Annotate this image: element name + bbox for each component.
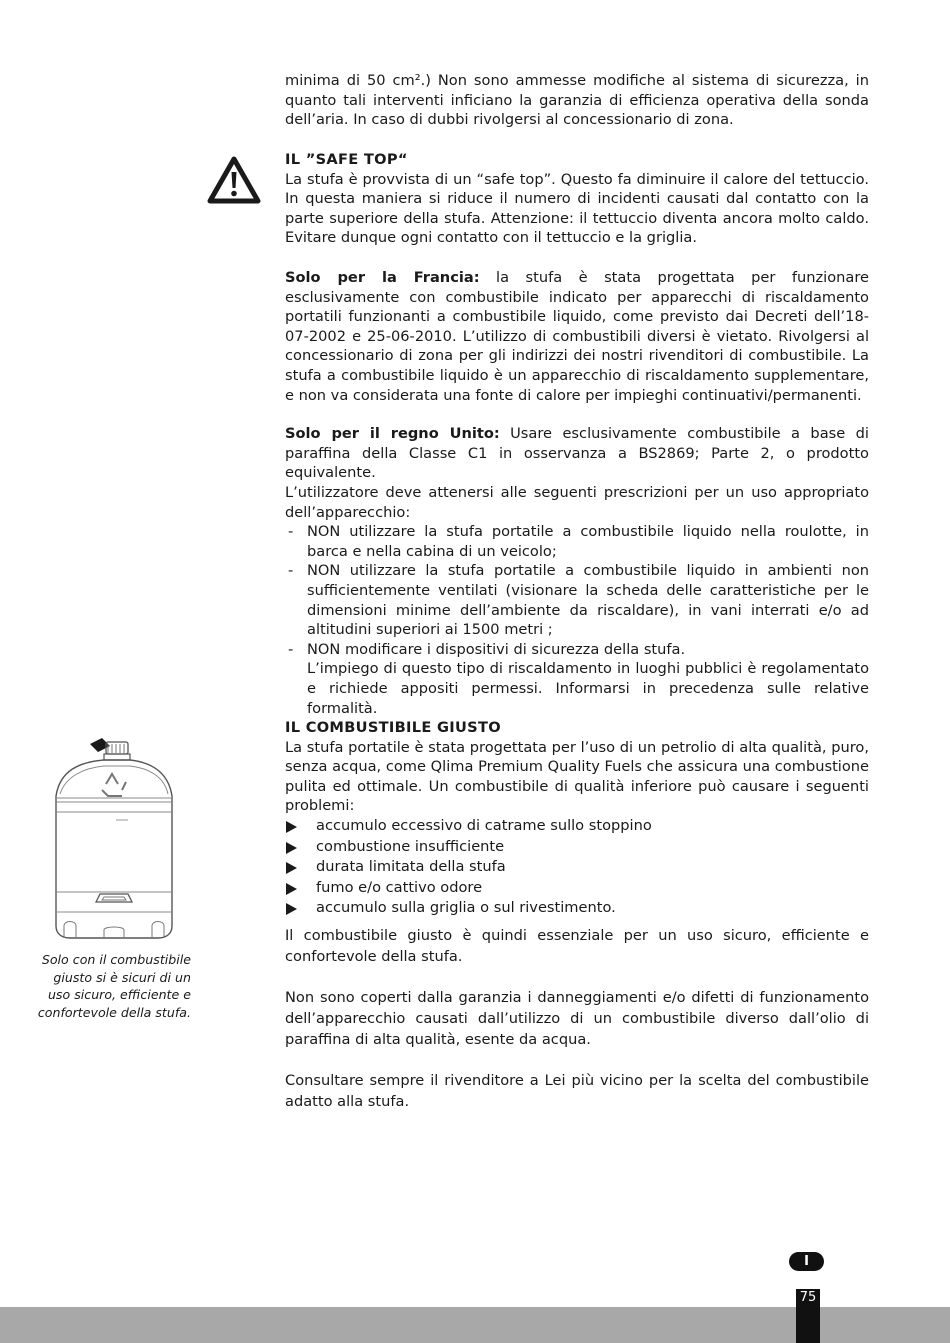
usage-section [285,483,869,718]
list-item-text: accumulo eccessivo di catrame sullo stoppino [316,816,652,834]
list-item [285,816,869,837]
fuel-can-illustration [50,736,178,940]
list-item-text: fumo e/o cattivo odore [316,878,483,896]
intro-paragraph: minima di 50 cm².) Non sono ammesse modifiche al sistema di sicurezza, in quanto tali interventi inficiano la garanzia di efficienza operativa della sonda dell’aria. In caso di dubbi rivolgersi al concessionario di zona. [285,72,869,129]
safe-top-section [285,150,869,248]
list-item: - NON utilizzare la stufa portatile a combustibile liquido in ambienti non sufficientemente ventilati (visionare la scheda delle caratteristiche per le dimensioni minime dell’ambiente da riscaldare), in vani interrati e/o ad altitudini superiori ai 1500 metri ; [285,561,869,639]
fuel-heading: IL COMBUSTIBILE GIUSTO [285,719,501,736]
uk-section [285,424,869,483]
usage-intro: L’utilizzatore deve attenersi alle seguenti prescrizioni per un uso appropriato dell’apparecchio: [285,484,869,521]
fuel-p1-text: Il combustibile giusto è quindi essenziale per un uso sicuro, efficiente e confortevole della stufa. [285,927,869,965]
list-item [285,878,869,899]
arrow-bullet-icon [286,842,297,854]
arrow-bullet-icon [286,821,297,833]
list-item [285,898,869,919]
uk-label: Solo per il regno Unito: [285,425,500,442]
fuel-p2-text: Non sono coperti dalla garanzia i danneggiamenti e/o difetti di funzionamento dell’apparecchio causati dall’utilizzo di un combustibile diverso dall’olio di paraffina di alta qualità, esente da acqua. [285,989,869,1048]
list-item-text: accumulo sulla griglia o sul rivestimento. [316,899,616,917]
fuel-section [285,718,869,919]
arrow-bullet-icon [286,862,297,874]
warning-triangle-icon [206,155,262,205]
list-item: - NON utilizzare la stufa portatile a combustibile liquido nella roulotte, in barca e nella cabina di un veicolo; [285,522,869,561]
list-item-text: NON modificare i dispositivi di sicurezza della stufa. [307,640,686,658]
list-item-text: combustione insufficiente [316,837,505,855]
language-badge: I [789,1252,824,1271]
uk-paragraph [285,424,869,483]
fuel-p3-text: Consultare sempre il rivenditore a Lei più vicino per la scelta del combustibile adatto alla stufa. [285,1072,869,1110]
uk-text: Usare esclusivamente combustibile a base di paraffina della Classe C1 in osservanza a BS2869; Parte 2, o prodotto equivalente. [285,425,869,482]
list-item [285,640,869,718]
fuel-paragraph-3 [285,1071,869,1113]
list-item [285,837,869,858]
fuel-paragraph-2 [285,988,869,1050]
usage-list [285,522,869,718]
fuel-paragraph-1 [285,926,869,968]
list-item [285,857,869,878]
problems-list [285,816,869,919]
page-number: 75 [799,1290,817,1305]
arrow-bullet-icon [286,883,297,895]
france-label: Solo per la Francia: [285,269,480,286]
france-paragraph [285,268,869,405]
safe-top-body: La stufa è provvista di un “safe top”. Questo fa diminuire il calore del tettuccio. In questa maniera si riduce il numero di incidenti causati dal contatto con la parte superiore della stufa. Attenzione: il tettuccio diventa ancora molto caldo. Evitare dunque ogni contatto con il tettuccio e la griglia. [285,170,869,247]
safe-top-heading: IL ”SAFE TOP“ [285,151,408,168]
france-section [285,268,869,405]
usage-note: L’impiego di questo tipo di riscaldamento in luoghi pubblici è regolamentato e richiede appositi permessi. Informarsi in precedenza sulle relative formalità. [307,660,869,717]
image-caption: Solo con il combustibile giusto si è sicuri di un uso sicuro, efficiente e confortevole della stufa. [37,952,191,1020]
france-text: la stufa è stata progettata per funzionare esclusivamente con combustibile indicato per apparecchi di riscaldamento portatili funzionanti a combustibile liquido, come previsto dai Decreti dell’18-07-2002 e 25-06-2010. L’utilizzo di combustibili diversi è vietato. Rivolgersi al concessionario di zona per gli indirizzi dei nostri rivenditori di combustibile. La stufa a combustibile liquido è un apparecchio di riscaldamento supplementare, e non va considerata una fonte di calore per impieghi continuativi/permanenti. [285,269,869,404]
intro-section [285,71,869,130]
arrow-bullet-icon [286,903,297,915]
list-item-text: durata limitata della stufa [316,858,506,876]
fuel-intro: La stufa portatile è stata progettata per l’uso di un petrolio di alta qualità, puro, senza acqua, come Qlima Premium Quality Fuels che assicura una combustione pulita ed ottimale. Un combustibile di qualità inferiore può causare i seguenti problemi: [285,738,869,815]
